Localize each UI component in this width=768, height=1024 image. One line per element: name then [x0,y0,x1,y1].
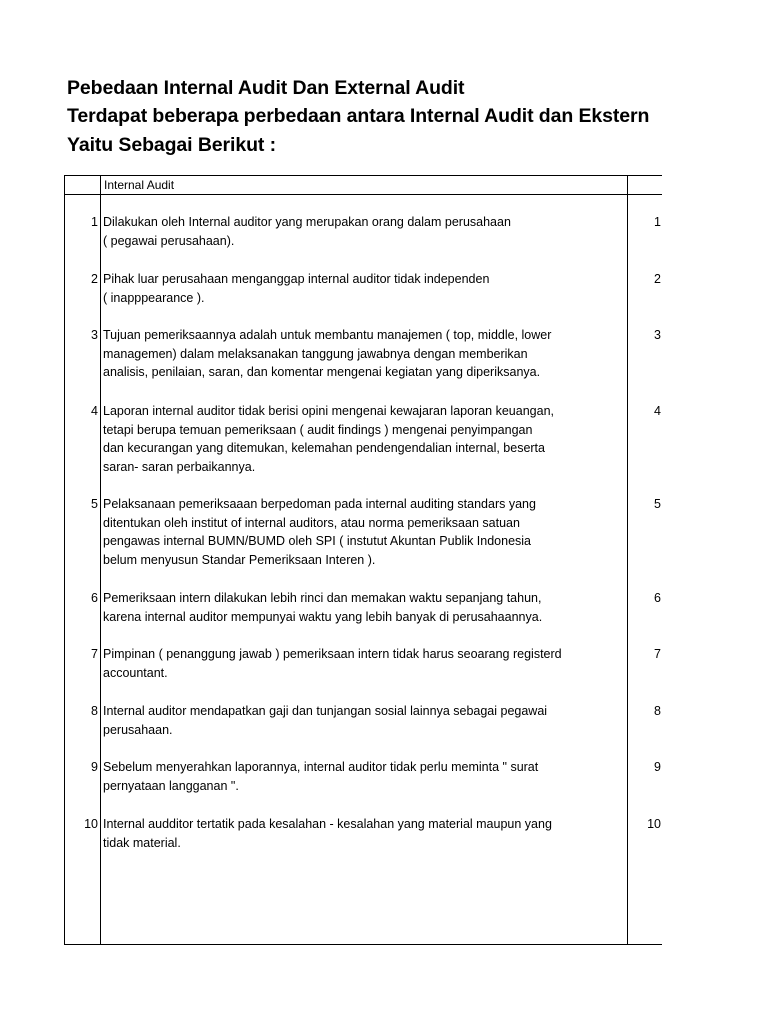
row-text-line: managemen) dalam melaksanakan tanggung jawabnya dengan memberikan [103,346,528,361]
column-header-internal-audit: Internal Audit [104,178,175,192]
right-row-number: 3 [654,328,661,342]
row-text-line: Laporan internal auditor tidak berisi opini mengenai kewajaran laporan keuangan, [103,404,554,418]
right-row-number: 1 [654,215,661,229]
row-text-line: Pemeriksaan intern dilakukan lebih rinci dan memakan waktu sepanjang tahun, [103,591,542,605]
row-text-line: Internal audditor tertatik pada kesalahan - kesalahan yang material maupun yang [103,817,552,831]
right-row-number: 9 [654,760,661,774]
intro-line-2: Yaitu Sebagai Berikut : [67,134,277,156]
right-row-number: 10 [647,817,661,831]
row-text-line: ( inapppearance ). [103,290,205,305]
row-number: 9 [91,760,98,774]
row-text-line: Pimpinan ( penanggung jawab ) pemeriksaan intern tidak harus seoarang registerd [103,647,562,661]
row-number: 2 [91,272,98,286]
row-text-line: Pihak luar perusahaan menganggap internal auditor tidak independen [103,272,490,286]
row-number: 6 [91,591,98,605]
row-text-line: accountant. [103,665,168,680]
row-number: 7 [91,647,98,661]
page-title: Pebedaan Internal Audit Dan External Audit [67,77,465,99]
row-text-line: karena internal auditor mempunyai waktu yang lebih banyak di perusahaannya. [103,609,543,624]
row-text-line: pengawas internal BUMN/BUMD oleh SPI ( instutut Akuntan Publik Indonesia [103,534,532,548]
table-header-border [64,194,662,195]
row-text-line: pernyataan langganan ". [103,778,239,793]
row-number: 4 [91,404,98,418]
right-row-number: 5 [654,497,661,511]
table-bottom-border [64,944,662,945]
row-number: 3 [91,328,98,342]
table-column-divider-2 [627,175,628,945]
table-column-divider [100,175,101,945]
right-row-number: 7 [654,647,661,661]
row-text-line: Pelaksanaan pemeriksaaan berpedoman pada internal auditing standars yang [103,497,536,511]
row-text-line: Dilakukan oleh Internal auditor yang merupakan orang dalam perusahaan [103,215,511,229]
row-text-line: Sebelum menyerahkan laporannya, internal auditor tidak perlu meminta " surat [103,760,539,774]
row-text-line: perusahaan. [103,722,173,737]
row-number: 1 [91,215,98,229]
right-row-number: 8 [654,704,661,718]
intro-line: Terdapat beberapa perbedaan antara Internal Audit dan Ekstern [67,105,650,127]
row-text-line: ( pegawai perusahaan). [103,233,235,248]
table-top-border [64,175,662,176]
row-text-line: ditentukan oleh institut of internal auditors, atau norma pemeriksaan satuan [103,515,520,530]
row-number: 5 [91,497,98,511]
right-row-number: 4 [654,404,661,418]
row-text-line: analisis, penilaian, saran, dan komentar mengenai kegiatan yang diperiksanya. [103,365,541,379]
row-text-line: dan kecurangan yang ditemukan, kelemahan pendengendalian internal, beserta [103,441,545,455]
row-text-line: belum menyusun Standar Pemeriksaan Interen ). [103,552,376,567]
row-text-line: Tujuan pemeriksaannya adalah untuk membantu manajemen ( top, middle, lower [103,328,552,342]
right-row-number: 6 [654,591,661,605]
comparison-table [64,175,662,945]
row-number: 10 [84,817,98,831]
row-number: 8 [91,704,98,718]
row-text-line: tetapi berupa temuan pemeriksaan ( audit findings ) mengenai penyimpangan [103,422,533,437]
row-text-line: Internal auditor mendapatkan gaji dan tunjangan sosial lainnya sebagai pegawai [103,704,548,718]
row-text-line: saran- saran perbaikannya. [103,459,256,474]
row-text-line: tidak material. [103,835,181,850]
right-row-number: 2 [654,272,661,286]
